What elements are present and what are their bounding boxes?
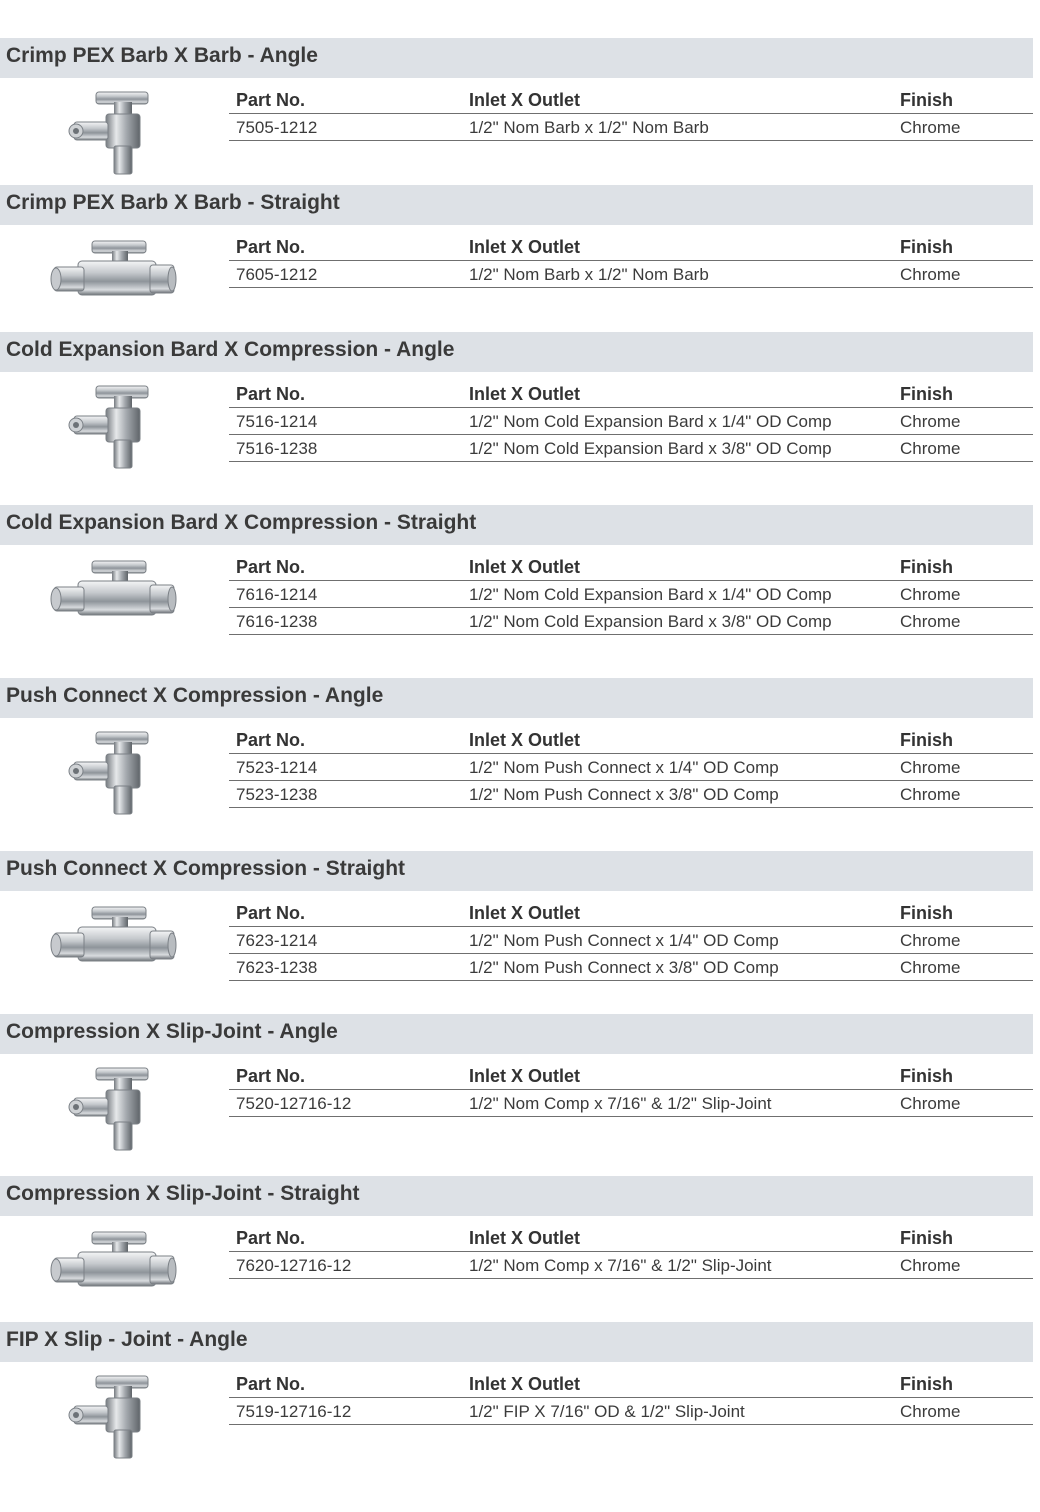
section-title: Compression X Slip-Joint - Angle	[6, 1020, 338, 1043]
part-no-header: Part No.	[236, 730, 306, 750]
angle-valve-icon	[44, 1060, 184, 1156]
finish-header: Finish	[900, 903, 953, 923]
part-number: 7516-1214	[236, 412, 318, 431]
finish-header: Finish	[900, 90, 953, 110]
table-row	[229, 608, 1033, 635]
table-row	[229, 581, 1033, 608]
part-no-header: Part No.	[236, 1374, 306, 1394]
inlet-outlet: 1/2" Nom Comp x 7/16" & 1/2" Slip-Joint	[469, 1094, 772, 1113]
inlet-outlet: 1/2" Nom Push Connect x 3/8" OD Comp	[469, 958, 779, 977]
angle-valve-icon	[44, 378, 184, 474]
section-title: Cold Expansion Bard X Compression - Straight	[6, 511, 477, 534]
finish: Chrome	[900, 265, 961, 284]
section-title: Cold Expansion Bard X Compression - Angle	[6, 338, 455, 361]
spec-table	[229, 233, 1033, 288]
table-row	[229, 781, 1033, 808]
section-title: FIP X Slip - Joint - Angle	[6, 1328, 248, 1351]
table-row	[229, 1252, 1033, 1279]
table-row	[229, 435, 1033, 462]
table-row	[229, 1090, 1033, 1117]
section-header	[0, 1014, 1033, 1054]
finish-header: Finish	[900, 730, 953, 750]
finish-header: Finish	[900, 237, 953, 257]
table-header-row	[229, 380, 1033, 408]
inlet-outlet-header: Inlet X Outlet	[469, 730, 581, 750]
inlet-outlet-header: Inlet X Outlet	[469, 1066, 581, 1086]
angle-valve-icon	[44, 84, 184, 180]
table-row	[229, 954, 1033, 981]
part-number: 7623-1238	[236, 958, 318, 977]
section-header	[0, 678, 1033, 718]
spec-table	[229, 899, 1033, 981]
inlet-outlet-header: Inlet X Outlet	[469, 557, 581, 577]
table-header-row	[229, 1370, 1033, 1398]
spec-table	[229, 1224, 1033, 1279]
part-no-header: Part No.	[236, 1228, 306, 1248]
finish: Chrome	[900, 1094, 961, 1113]
table-header-row	[229, 1224, 1033, 1252]
inlet-outlet-header: Inlet X Outlet	[469, 1228, 581, 1248]
inlet-outlet-header: Inlet X Outlet	[469, 90, 581, 110]
finish: Chrome	[900, 958, 961, 977]
table-row	[229, 927, 1033, 954]
straight-valve-icon	[44, 1222, 184, 1318]
part-no-header: Part No.	[236, 384, 306, 404]
table-row	[229, 754, 1033, 781]
table-header-row	[229, 899, 1033, 927]
part-number: 7616-1214	[236, 585, 318, 604]
section-header	[0, 185, 1033, 225]
table-row	[229, 408, 1033, 435]
finish: Chrome	[900, 412, 961, 431]
inlet-outlet: 1/2" Nom Barb x 1/2" Nom Barb	[469, 265, 709, 284]
finish-header: Finish	[900, 1066, 953, 1086]
spec-table	[229, 86, 1033, 141]
spec-table	[229, 726, 1033, 808]
finish-header: Finish	[900, 1228, 953, 1248]
part-number: 7620-12716-12	[236, 1256, 352, 1275]
section-header	[0, 505, 1033, 545]
table-header-row	[229, 233, 1033, 261]
inlet-outlet: 1/2" Nom Cold Expansion Bard x 1/4" OD Comp	[469, 585, 832, 604]
spec-table	[229, 553, 1033, 635]
finish: Chrome	[900, 1256, 961, 1275]
section-header	[0, 1176, 1033, 1216]
section-title: Push Connect X Compression - Angle	[6, 684, 384, 707]
part-number: 7605-1212	[236, 265, 318, 284]
spec-table	[229, 380, 1033, 462]
inlet-outlet-header: Inlet X Outlet	[469, 1374, 581, 1394]
section-title: Crimp PEX Barb X Barb - Straight	[6, 191, 340, 214]
finish: Chrome	[900, 439, 961, 458]
inlet-outlet: 1/2" Nom Cold Expansion Bard x 3/8" OD Comp	[469, 612, 832, 631]
inlet-outlet: 1/2" Nom Comp x 7/16" & 1/2" Slip-Joint	[469, 1256, 772, 1275]
angle-valve-icon	[44, 724, 184, 820]
inlet-outlet: 1/2" FIP X 7/16" OD & 1/2" Slip-Joint	[469, 1402, 745, 1421]
finish: Chrome	[900, 931, 961, 950]
finish: Chrome	[900, 118, 961, 137]
part-number: 7623-1214	[236, 931, 318, 950]
straight-valve-icon	[44, 897, 184, 993]
finish: Chrome	[900, 612, 961, 631]
inlet-outlet: 1/2" Nom Cold Expansion Bard x 1/4" OD Comp	[469, 412, 832, 431]
finish: Chrome	[900, 1402, 961, 1421]
table-header-row	[229, 553, 1033, 581]
part-number: 7520-12716-12	[236, 1094, 352, 1113]
finish-header: Finish	[900, 557, 953, 577]
section-title: Push Connect X Compression - Straight	[6, 857, 406, 880]
section-title: Crimp PEX Barb X Barb - Angle	[6, 44, 318, 67]
part-no-header: Part No.	[236, 557, 306, 577]
inlet-outlet: 1/2" Nom Barb x 1/2" Nom Barb	[469, 118, 709, 137]
finish: Chrome	[900, 785, 961, 804]
table-row	[229, 114, 1033, 141]
inlet-outlet: 1/2" Nom Cold Expansion Bard x 3/8" OD Comp	[469, 439, 832, 458]
straight-valve-icon	[44, 231, 184, 327]
part-number: 7523-1214	[236, 758, 318, 777]
inlet-outlet: 1/2" Nom Push Connect x 1/4" OD Comp	[469, 931, 779, 950]
finish-header: Finish	[900, 1374, 953, 1394]
section-header	[0, 332, 1033, 372]
finish: Chrome	[900, 758, 961, 777]
straight-valve-icon	[44, 551, 184, 647]
spec-table	[229, 1370, 1033, 1425]
inlet-outlet-header: Inlet X Outlet	[469, 237, 581, 257]
table-header-row	[229, 1062, 1033, 1090]
angle-valve-icon	[44, 1368, 184, 1464]
section-header	[0, 1322, 1033, 1362]
table-row	[229, 1398, 1033, 1425]
part-no-header: Part No.	[236, 90, 306, 110]
table-header-row	[229, 726, 1033, 754]
part-no-header: Part No.	[236, 1066, 306, 1086]
section-title: Compression X Slip-Joint - Straight	[6, 1182, 360, 1205]
part-number: 7519-12716-12	[236, 1402, 352, 1421]
inlet-outlet: 1/2" Nom Push Connect x 3/8" OD Comp	[469, 785, 779, 804]
table-header-row	[229, 86, 1033, 114]
inlet-outlet-header: Inlet X Outlet	[469, 903, 581, 923]
finish-header: Finish	[900, 384, 953, 404]
inlet-outlet-header: Inlet X Outlet	[469, 384, 581, 404]
finish: Chrome	[900, 585, 961, 604]
section-header	[0, 851, 1033, 891]
part-number: 7616-1238	[236, 612, 318, 631]
section-header	[0, 38, 1033, 78]
table-row	[229, 261, 1033, 288]
inlet-outlet: 1/2" Nom Push Connect x 1/4" OD Comp	[469, 758, 779, 777]
spec-table	[229, 1062, 1033, 1117]
part-number: 7505-1212	[236, 118, 318, 137]
part-number: 7516-1238	[236, 439, 318, 458]
part-no-header: Part No.	[236, 903, 306, 923]
part-number: 7523-1238	[236, 785, 318, 804]
part-no-header: Part No.	[236, 237, 306, 257]
